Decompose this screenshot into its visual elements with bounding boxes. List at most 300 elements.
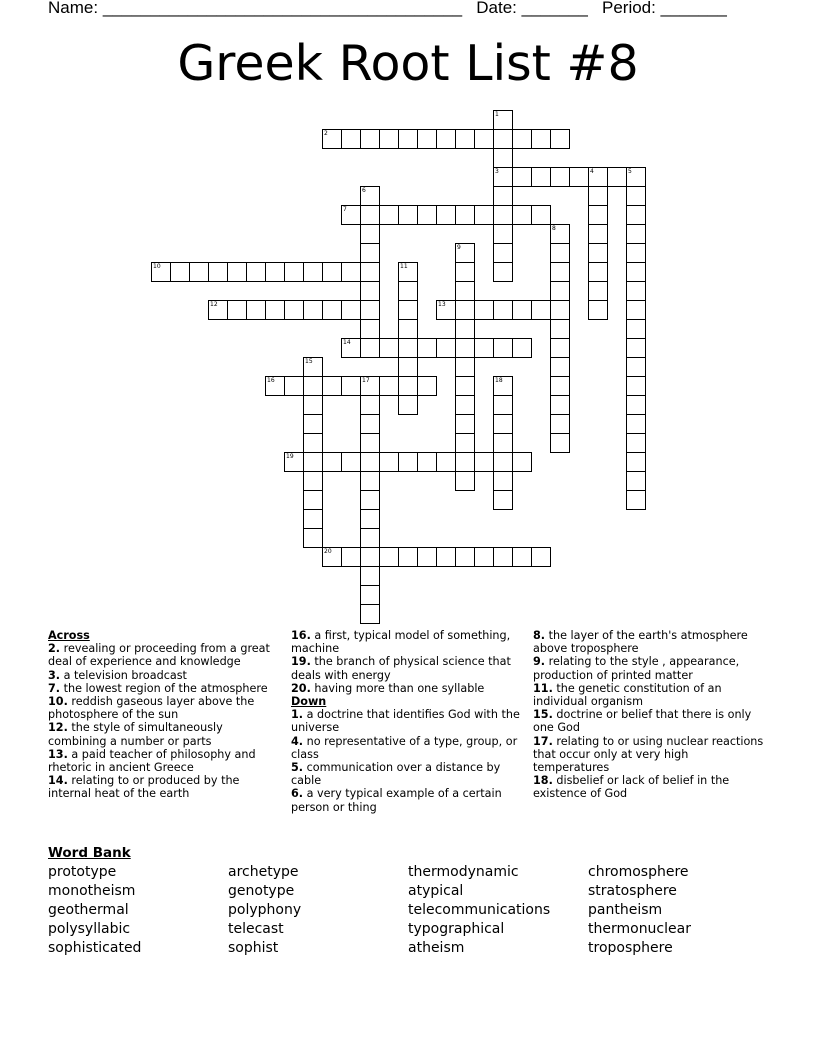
across-clue — [291, 682, 523, 695]
clue-number: 10 — [153, 263, 161, 270]
grid-cell[interactable] — [626, 433, 646, 453]
grid-cell[interactable] — [322, 300, 342, 320]
grid-cell[interactable] — [227, 262, 247, 282]
clue-number: 8 — [552, 225, 556, 232]
grid-cell[interactable] — [512, 338, 532, 358]
grid-cell[interactable] — [417, 376, 437, 396]
grid-cell[interactable] — [550, 357, 570, 377]
grid-cell[interactable] — [360, 490, 380, 510]
grid-cell[interactable] — [550, 262, 570, 282]
grid-cell[interactable] — [398, 452, 418, 472]
grid-cell[interactable] — [360, 243, 380, 263]
grid-cell[interactable] — [398, 319, 418, 339]
clue-text: doctrine or belief that there is only one God — [533, 708, 752, 735]
grid-cell[interactable] — [341, 300, 361, 320]
grid-cell[interactable] — [303, 509, 323, 529]
grid-cell[interactable] — [512, 452, 532, 472]
grid-cell[interactable] — [474, 129, 494, 149]
grid-cell[interactable] — [303, 300, 323, 320]
grid-cell[interactable] — [493, 395, 513, 415]
name-label: Name: — [48, 0, 99, 17]
grid-cell[interactable] — [322, 452, 342, 472]
down-clue — [291, 735, 523, 761]
down-clue — [533, 655, 765, 681]
grid-cell[interactable] — [322, 262, 342, 282]
grid-cell[interactable] — [417, 547, 437, 567]
clue-number-label: 2. — [48, 642, 61, 656]
across-clue — [291, 655, 523, 681]
clue-text: no representative of a type, group, or class — [291, 734, 518, 761]
grid-cell[interactable] — [455, 547, 475, 567]
grid-cell[interactable] — [341, 338, 361, 358]
grid-cell[interactable] — [360, 585, 380, 605]
clue-text: relating to the style , appearance, production of printed matter — [533, 655, 740, 682]
clue-text: communication over a distance by cable — [291, 761, 501, 788]
grid-cell[interactable] — [588, 167, 608, 187]
grid-cell[interactable] — [626, 319, 646, 339]
grid-cell[interactable] — [550, 414, 570, 434]
word-bank-item: polyphony — [228, 902, 302, 918]
grid-cell[interactable] — [493, 148, 513, 168]
clue-text: reddish gaseous layer above the photosphere of the sun — [48, 695, 255, 722]
grid-cell[interactable] — [626, 167, 646, 187]
grid-cell[interactable] — [303, 357, 323, 377]
grid-cell[interactable] — [284, 376, 304, 396]
grid-cell[interactable] — [531, 547, 551, 567]
word-bank-item: sophisticated — [48, 940, 142, 956]
clue-text: a first, typical model of something, machine — [291, 629, 511, 656]
clue-number: 11 — [400, 263, 408, 270]
grid-cell[interactable] — [341, 205, 361, 225]
grid-cell[interactable] — [379, 452, 399, 472]
period-label: Period: — [602, 0, 656, 17]
grid-cell[interactable] — [322, 129, 342, 149]
grid-cell[interactable] — [493, 433, 513, 453]
grid-cell[interactable] — [493, 110, 513, 130]
grid-cell[interactable] — [379, 547, 399, 567]
across-clue — [48, 748, 280, 774]
grid-cell[interactable] — [512, 547, 532, 567]
grid-cell[interactable] — [512, 300, 532, 320]
grid-cell[interactable] — [246, 262, 266, 282]
grid-cell[interactable] — [360, 224, 380, 244]
grid-cell[interactable] — [360, 433, 380, 453]
grid-cell[interactable] — [436, 452, 456, 472]
clue-number: 19 — [286, 453, 294, 460]
across-clue — [291, 629, 523, 655]
grid-cell[interactable] — [322, 547, 342, 567]
clue-number-label: 20. — [291, 681, 311, 695]
header-fields — [48, 0, 727, 18]
grid-cell[interactable] — [227, 300, 247, 320]
grid-cell[interactable] — [360, 414, 380, 434]
grid-cell[interactable] — [474, 338, 494, 358]
grid-cell[interactable] — [265, 262, 285, 282]
grid-cell[interactable] — [493, 205, 513, 225]
grid-cell[interactable] — [398, 395, 418, 415]
grid-cell[interactable] — [455, 281, 475, 301]
clue-number-label: 3. — [48, 668, 61, 682]
clue-number-label: 14. — [48, 774, 68, 788]
grid-cell[interactable] — [550, 433, 570, 453]
grid-cell[interactable] — [493, 186, 513, 206]
word-bank-item: thermonuclear — [588, 921, 691, 937]
clue-number-label: 12. — [48, 721, 68, 735]
grid-cell[interactable] — [436, 547, 456, 567]
clue-number-label: 18. — [533, 774, 553, 788]
word-bank-item: archetype — [228, 864, 299, 880]
grid-cell[interactable] — [360, 129, 380, 149]
grid-cell[interactable] — [474, 300, 494, 320]
grid-cell[interactable] — [550, 376, 570, 396]
clue-number-label: 4. — [291, 734, 304, 748]
grid-cell[interactable] — [303, 490, 323, 510]
grid-cell[interactable] — [265, 300, 285, 320]
grid-cell[interactable] — [398, 205, 418, 225]
grid-cell[interactable] — [550, 395, 570, 415]
clue-number: 17 — [362, 377, 370, 384]
clue-number: 5 — [628, 168, 632, 175]
grid-cell[interactable] — [493, 338, 513, 358]
grid-cell[interactable] — [360, 604, 380, 624]
grid-cell[interactable] — [398, 129, 418, 149]
grid-cell[interactable] — [360, 205, 380, 225]
grid-cell[interactable] — [303, 433, 323, 453]
across-clue — [48, 721, 280, 747]
word-bank-item: pantheism — [588, 902, 663, 918]
grid-cell[interactable] — [626, 262, 646, 282]
down-heading: Down — [291, 695, 327, 709]
word-bank-column-3 — [408, 863, 550, 958]
grid-cell[interactable] — [626, 338, 646, 358]
grid-cell[interactable] — [493, 490, 513, 510]
grid-cell[interactable] — [303, 395, 323, 415]
grid-cell[interactable] — [626, 490, 646, 510]
grid-cell[interactable] — [588, 224, 608, 244]
word-bank-title: Word Bank — [48, 845, 131, 861]
grid-cell[interactable] — [322, 376, 342, 396]
clue-text: having more than one syllable — [310, 681, 485, 695]
grid-cell[interactable] — [607, 167, 627, 187]
grid-cell[interactable] — [588, 205, 608, 225]
grid-cell[interactable] — [303, 262, 323, 282]
grid-cell[interactable] — [341, 547, 361, 567]
grid-cell[interactable] — [455, 243, 475, 263]
grid-cell[interactable] — [493, 471, 513, 491]
down-clue — [533, 629, 765, 655]
grid-cell[interactable] — [360, 471, 380, 491]
grid-cell[interactable] — [360, 547, 380, 567]
grid-cell[interactable] — [360, 528, 380, 548]
word-bank-item: sophist — [228, 940, 279, 956]
grid-cell[interactable] — [455, 319, 475, 339]
grid-cell[interactable] — [550, 243, 570, 263]
word-bank-item: polysyllabic — [48, 921, 131, 937]
grid-cell[interactable] — [398, 547, 418, 567]
grid-cell[interactable] — [626, 281, 646, 301]
grid-cell[interactable] — [417, 338, 437, 358]
grid-cell[interactable] — [417, 129, 437, 149]
grid-cell[interactable] — [208, 300, 228, 320]
grid-cell[interactable] — [626, 224, 646, 244]
across-clue — [48, 774, 280, 800]
clue-number-label: 17. — [533, 734, 553, 748]
grid-cell[interactable] — [626, 300, 646, 320]
grid-cell[interactable] — [550, 224, 570, 244]
grid-cell[interactable] — [531, 129, 551, 149]
clue-number-label: 16. — [291, 629, 311, 642]
word-bank-column-4 — [588, 863, 691, 958]
clue-number: 4 — [590, 168, 594, 175]
grid-cell[interactable] — [531, 167, 551, 187]
grid-cell[interactable] — [493, 224, 513, 244]
grid-cell[interactable] — [550, 167, 570, 187]
grid-cell[interactable] — [341, 376, 361, 396]
word-bank-item: geothermal — [48, 902, 129, 918]
word-bank-column-1 — [48, 863, 141, 958]
grid-cell[interactable] — [360, 566, 380, 586]
word-bank-item: atheism — [408, 940, 465, 956]
clue-number: 15 — [305, 358, 313, 365]
grid-cell[interactable] — [341, 452, 361, 472]
clue-text: the genetic constitution of an individual organism — [533, 681, 722, 709]
grid-cell[interactable] — [512, 205, 532, 225]
clue-text: revealing or proceeding from a great deal of experience and knowledge — [48, 642, 270, 669]
clue-number: 12 — [210, 301, 218, 308]
word-bank-item: chromosphere — [588, 864, 689, 880]
grid-cell[interactable] — [550, 300, 570, 320]
clue-text: relating to or produced by the internal heat of the earth — [48, 774, 240, 801]
clue-number: 18 — [495, 377, 503, 384]
clues-column-3 — [533, 629, 765, 801]
grid-cell[interactable] — [512, 129, 532, 149]
grid-cell[interactable] — [588, 281, 608, 301]
word-bank-item: stratosphere — [588, 883, 677, 899]
grid-cell[interactable] — [455, 262, 475, 282]
page-title: Greek Root List #8 — [177, 35, 639, 92]
clue-number: 20 — [324, 548, 332, 555]
period-blank[interactable]: _______ — [660, 0, 727, 17]
grid-cell[interactable] — [626, 186, 646, 206]
grid-cell[interactable] — [588, 243, 608, 263]
grid-cell[interactable] — [436, 338, 456, 358]
across-clue — [48, 695, 280, 721]
clue-text: a doctrine that identifies God with the universe — [291, 708, 520, 735]
grid-cell[interactable] — [455, 205, 475, 225]
grid-cell[interactable] — [493, 300, 513, 320]
grid-cell[interactable] — [360, 300, 380, 320]
clue-number: 14 — [343, 339, 351, 346]
grid-cell[interactable] — [626, 452, 646, 472]
grid-cell[interactable] — [360, 452, 380, 472]
grid-cell[interactable] — [303, 452, 323, 472]
clue-number-label: 9. — [533, 655, 546, 669]
grid-cell[interactable] — [398, 376, 418, 396]
grid-cell[interactable] — [550, 338, 570, 358]
clue-number-label: 15. — [533, 708, 553, 722]
grid-cell[interactable] — [455, 376, 475, 396]
clue-text: a paid teacher of philosophy and rhetoric in ancient Greece — [48, 747, 256, 775]
down-clue — [533, 774, 765, 800]
word-bank-item: monotheism — [48, 883, 136, 899]
across-heading: Across — [48, 629, 90, 642]
grid-cell[interactable] — [550, 319, 570, 339]
date-blank[interactable]: _______ — [521, 0, 588, 17]
grid-cell[interactable] — [151, 262, 171, 282]
grid-cell[interactable] — [626, 376, 646, 396]
grid-cell[interactable] — [189, 262, 209, 282]
clue-number: 16 — [267, 377, 275, 384]
clue-number: 2 — [324, 130, 328, 137]
grid-cell[interactable] — [626, 205, 646, 225]
grid-cell[interactable] — [455, 395, 475, 415]
down-clue — [533, 735, 765, 775]
grid-cell[interactable] — [379, 338, 399, 358]
grid-cell[interactable] — [455, 129, 475, 149]
grid-cell[interactable] — [455, 471, 475, 491]
grid-cell[interactable] — [626, 395, 646, 415]
grid-cell[interactable] — [588, 262, 608, 282]
grid-cell[interactable] — [455, 433, 475, 453]
clue-number: 1 — [495, 111, 499, 118]
grid-cell[interactable] — [379, 205, 399, 225]
grid-cell[interactable] — [265, 376, 285, 396]
grid-cell[interactable] — [626, 357, 646, 377]
clue-number-label: 6. — [291, 787, 304, 801]
clue-number-label: 8. — [533, 629, 546, 642]
grid-cell[interactable] — [398, 281, 418, 301]
clue-number-label: 10. — [48, 695, 68, 709]
grid-cell[interactable] — [303, 376, 323, 396]
grid-cell[interactable] — [588, 300, 608, 320]
grid-cell[interactable] — [474, 452, 494, 472]
clue-number-label: 13. — [48, 747, 68, 761]
down-clue — [533, 708, 765, 734]
clue-text: a television broadcast — [60, 668, 187, 682]
grid-cell[interactable] — [588, 186, 608, 206]
word-bank-item: typographical — [408, 921, 505, 937]
grid-cell[interactable] — [512, 167, 532, 187]
clue-text: the layer of the earth's atmosphere above troposphere — [533, 629, 748, 656]
clue-number-label: 11. — [533, 681, 553, 695]
clue-text: the style of simultaneously combining a number or parts — [48, 721, 223, 748]
clue-text: disbelief or lack of belief in the existence of God — [533, 774, 730, 801]
grid-cell[interactable] — [360, 186, 380, 206]
grid-cell[interactable] — [398, 357, 418, 377]
grid-cell[interactable] — [626, 414, 646, 434]
grid-cell[interactable] — [284, 262, 304, 282]
grid-cell[interactable] — [398, 338, 418, 358]
clue-text: the branch of physical science that deals with energy — [291, 655, 511, 682]
clues-column-1 — [48, 629, 280, 801]
word-bank-item: telecommunications — [408, 902, 551, 918]
clue-number: 13 — [438, 301, 446, 308]
grid-cell[interactable] — [208, 262, 228, 282]
grid-cell[interactable] — [455, 357, 475, 377]
down-clue — [291, 761, 523, 787]
grid-cell[interactable] — [455, 452, 475, 472]
clue-number: 6 — [362, 187, 366, 194]
clue-number-label: 7. — [48, 681, 61, 695]
grid-cell[interactable] — [474, 547, 494, 567]
grid-cell[interactable] — [417, 205, 437, 225]
grid-cell[interactable] — [455, 414, 475, 434]
grid-cell[interactable] — [493, 262, 513, 282]
grid-cell[interactable] — [531, 300, 551, 320]
grid-cell[interactable] — [550, 281, 570, 301]
grid-cell[interactable] — [303, 471, 323, 491]
grid-cell[interactable] — [379, 376, 399, 396]
grid-cell[interactable] — [436, 300, 456, 320]
grid-cell[interactable] — [170, 262, 190, 282]
grid-cell[interactable] — [360, 376, 380, 396]
grid-cell[interactable] — [360, 509, 380, 529]
grid-cell[interactable] — [569, 167, 589, 187]
grid-cell[interactable] — [284, 452, 304, 472]
grid-cell[interactable] — [455, 338, 475, 358]
grid-cell[interactable] — [493, 129, 513, 149]
clue-number: 3 — [495, 168, 499, 175]
word-bank-item: thermodynamic — [408, 864, 519, 880]
clue-number: 7 — [343, 206, 347, 213]
grid-cell[interactable] — [360, 395, 380, 415]
grid-cell[interactable] — [493, 243, 513, 263]
grid-cell[interactable] — [398, 262, 418, 282]
grid-cell[interactable] — [341, 129, 361, 149]
grid-cell[interactable] — [550, 129, 570, 149]
name-blank[interactable]: ______________________________________ — [102, 0, 463, 17]
clue-text: a very typical example of a certain person or thing — [291, 787, 502, 814]
clue-text: the lowest region of the atmosphere — [60, 681, 268, 695]
grid-cell[interactable] — [626, 471, 646, 491]
clue-number-label: 1. — [291, 708, 304, 722]
word-bank-item: prototype — [48, 864, 117, 880]
grid-cell[interactable] — [341, 262, 361, 282]
grid-cell[interactable] — [436, 129, 456, 149]
grid-cell[interactable] — [379, 129, 399, 149]
grid-cell[interactable] — [360, 338, 380, 358]
grid-cell[interactable] — [360, 281, 380, 301]
grid-cell[interactable] — [303, 528, 323, 548]
grid-cell[interactable] — [493, 414, 513, 434]
across-clue — [48, 682, 280, 695]
grid-cell[interactable] — [417, 452, 437, 472]
grid-cell[interactable] — [360, 262, 380, 282]
down-clue — [533, 682, 765, 708]
grid-cell[interactable] — [493, 376, 513, 396]
grid-cell[interactable] — [493, 547, 513, 567]
clue-number-label: 19. — [291, 655, 311, 669]
grid-cell[interactable] — [360, 319, 380, 339]
grid-cell[interactable] — [284, 300, 304, 320]
down-clue — [291, 708, 523, 734]
grid-cell[interactable] — [493, 167, 513, 187]
clues-column-2 — [291, 629, 523, 814]
grid-cell[interactable] — [626, 243, 646, 263]
grid-cell[interactable] — [531, 205, 551, 225]
grid-cell[interactable] — [455, 300, 475, 320]
grid-cell[interactable] — [398, 300, 418, 320]
grid-cell[interactable] — [436, 205, 456, 225]
grid-cell[interactable] — [474, 205, 494, 225]
clue-text: relating to or using nuclear reactions that occur only at very high temperatures — [533, 734, 764, 775]
word-bank-item: troposphere — [588, 940, 673, 956]
across-clue — [48, 669, 280, 682]
grid-cell[interactable] — [493, 452, 513, 472]
date-label: Date: — [476, 0, 517, 17]
grid-cell[interactable] — [303, 414, 323, 434]
grid-cell[interactable] — [246, 300, 266, 320]
